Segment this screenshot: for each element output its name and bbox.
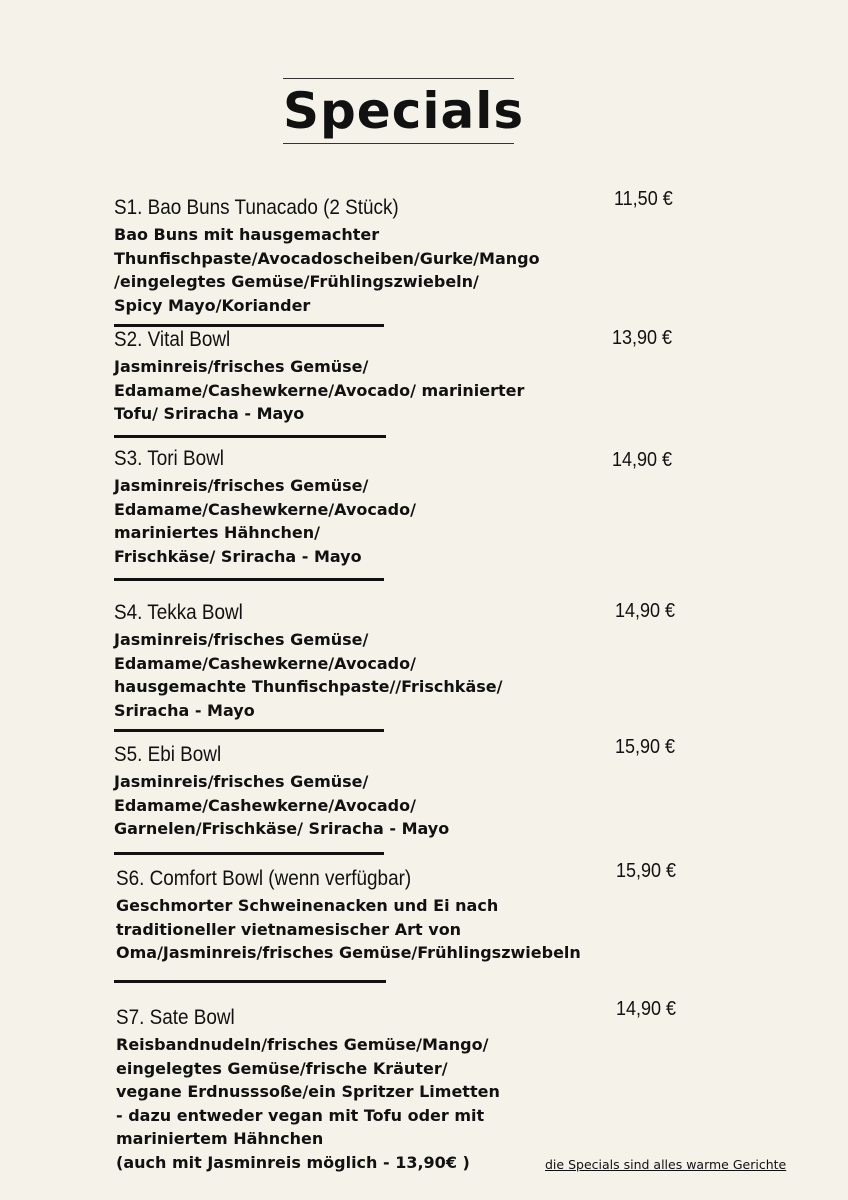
divider (114, 435, 386, 438)
item-name: S5. Ebi Bowl (114, 743, 222, 766)
divider (114, 578, 384, 581)
item-price: 14,90 € (612, 449, 673, 471)
item-description: Jasminreis/frisches Gemüse/ Edamame/Cashewkerne/Avocado/ mariniertes Hähnchen/ Frischkäse/ Sriracha - Mayo (114, 476, 416, 566)
item-name: S4. Tekka Bowl (114, 601, 243, 624)
item-description: Geschmorter Schweinenacken und Ei nach traditioneller vietnamesischer Art von Oma/Jasminreis/frisches Gemüse/Frühlingszwiebeln (116, 896, 581, 962)
divider (114, 852, 384, 855)
item-price: 14,90 € (615, 600, 676, 622)
item-name: S3. Tori Bowl (114, 447, 224, 470)
footnote: die Specials sind alles warme Gerichte (545, 1157, 787, 1172)
menu-item-s7 (116, 1005, 716, 1174)
item-name: S7. Sate Bowl (116, 1006, 235, 1029)
item-price: 15,90 € (615, 736, 676, 758)
item-price: 15,90 € (616, 860, 677, 882)
item-description: Jasminreis/frisches Gemüse/ Edamame/Cashewkerne/Avocado/ hausgemachte Thunfischpaste//Frischkäse/ Sriracha - Mayo (114, 630, 503, 720)
page-title: Specials (283, 82, 525, 140)
item-description: Bao Buns mit hausgemachter Thunfischpaste/Avocadoscheiben/Gurke/Mango /eingelegtes Gemüse/Frühlingszwiebeln/ Spicy Mayo/Koriander (114, 225, 540, 315)
item-name: S1. Bao Buns Tunacado (2 Stück) (114, 196, 399, 219)
divider (114, 980, 386, 983)
item-description: Reisbandnudeln/frisches Gemüse/Mango/ eingelegtes Gemüse/frische Kräuter/ vegane Erdnusssoße/ein Spritzer Limetten - dazu entweder vegan mit Tofu oder mit mariniertem Hähnchen (auch mit Jasminreis möglich - 13,90€ ) (116, 1035, 500, 1172)
item-price: 11,50 € (614, 188, 673, 210)
item-name: S6. Comfort Bowl (wenn verfügbar) (116, 867, 412, 890)
title-frame (283, 78, 525, 144)
item-description: Jasminreis/frisches Gemüse/ Edamame/Cashewkerne/Avocado/ marinierter Tofu/ Sriracha - Mayo (114, 357, 525, 423)
item-price: 14,90 € (616, 998, 677, 1020)
item-description: Jasminreis/frisches Gemüse/ Edamame/Cashewkerne/Avocado/ Garnelen/Frischkäse/ Sriracha - Mayo (114, 772, 450, 838)
item-price: 13,90 € (612, 327, 673, 349)
item-name: S2. Vital Bowl (114, 328, 231, 351)
divider (114, 729, 384, 732)
menu-item-s1 (114, 195, 714, 317)
